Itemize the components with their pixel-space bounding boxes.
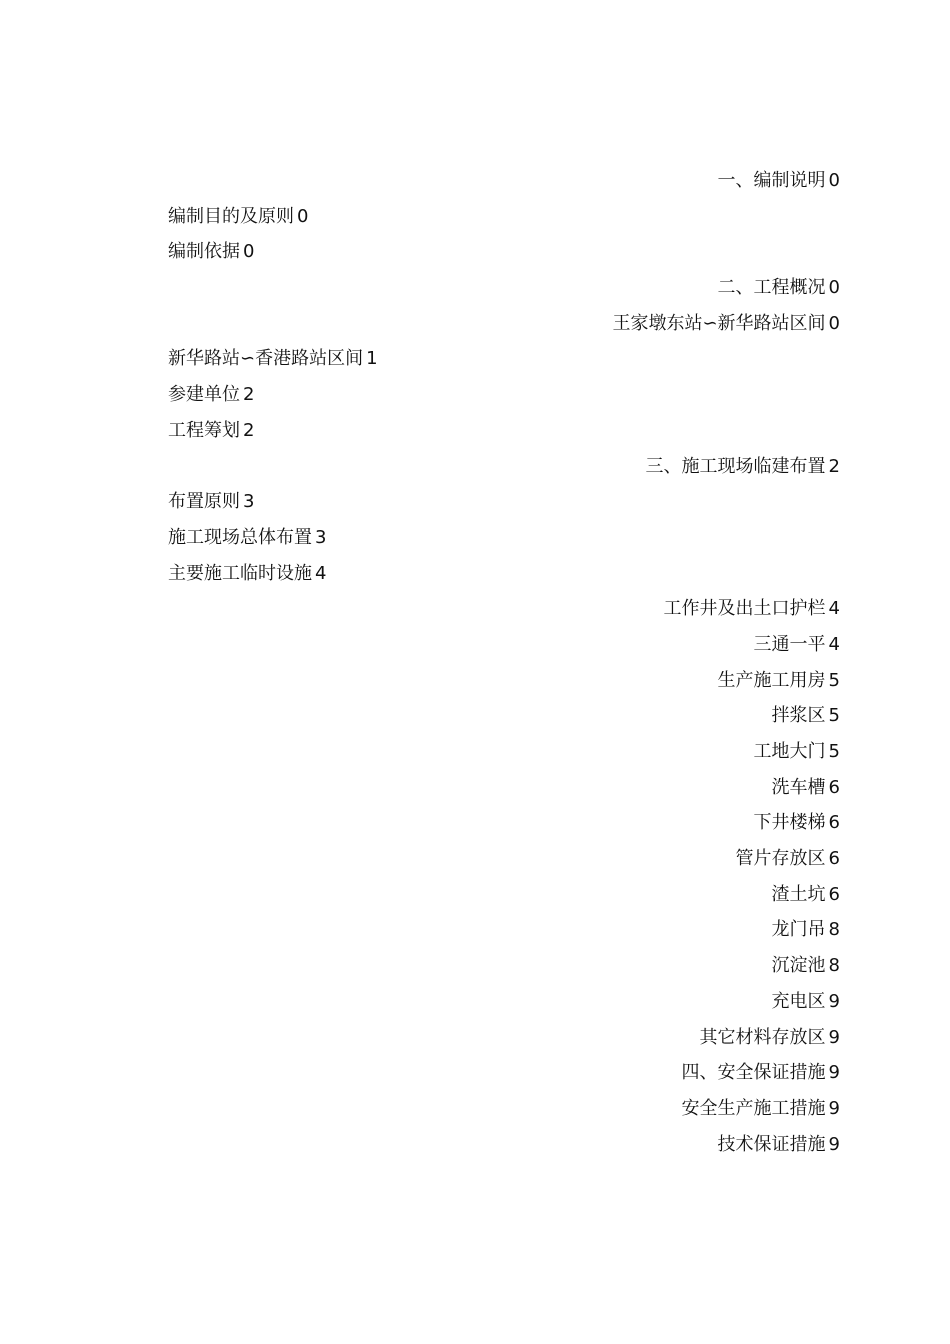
table-of-contents (168, 163, 840, 1162)
toc-entry-title: 三通一平 (753, 633, 826, 655)
toc-entry-page: 8 (828, 919, 840, 941)
toc-entry[interactable] (168, 841, 840, 877)
toc-entry-title: 三、施工现场临建布置 (645, 455, 826, 477)
toc-entry-page: 1 (366, 348, 378, 370)
toc-entry-title: 管片存放区 (735, 848, 826, 870)
toc-entry-page: 0 (828, 277, 840, 299)
toc-entry-title: 工程筹划 (168, 419, 240, 441)
toc-entry-title: 拌浆区 (771, 705, 826, 727)
toc-entry-page: 9 (828, 1133, 840, 1155)
toc-entry-title: 工地大门 (753, 741, 826, 762)
toc-entry[interactable] (168, 449, 840, 485)
toc-entry-title: 下井楼梯 (753, 812, 826, 834)
toc-entry-page: 8 (828, 955, 840, 977)
toc-entry[interactable] (168, 627, 840, 663)
toc-entry[interactable] (168, 877, 840, 913)
toc-entry-page: 9 (828, 1026, 840, 1048)
toc-entry-title: 施工现场总体布置 (168, 526, 312, 548)
toc-entry[interactable] (168, 234, 840, 270)
toc-entry-page: 0 (297, 205, 309, 227)
toc-entry[interactable] (168, 698, 840, 734)
toc-entry-page: 3 (315, 526, 327, 548)
toc-entry-page: 2 (243, 419, 255, 441)
toc-entry-page: 5 (828, 669, 840, 691)
toc-entry[interactable] (168, 948, 840, 984)
toc-entry-title: 主要施工临时设施 (168, 562, 312, 584)
toc-entry-page: 5 (828, 741, 840, 762)
toc-entry[interactable] (168, 984, 840, 1020)
toc-entry[interactable] (168, 484, 840, 520)
toc-entry[interactable] (168, 377, 840, 413)
toc-entry-page: 9 (828, 1097, 840, 1119)
toc-entry-title: 渣土坑 (771, 883, 826, 905)
toc-entry-page: 6 (828, 812, 840, 834)
toc-entry-title: 充电区 (771, 990, 826, 1012)
toc-entry[interactable] (168, 663, 840, 699)
toc-entry-title: 新华路站∽香港路站区间 (168, 348, 364, 370)
toc-entry-title: 王家墩东站∽新华路站区间 (612, 312, 826, 334)
toc-entry-page: 5 (828, 705, 840, 727)
toc-entry[interactable] (168, 1020, 840, 1056)
toc-entry[interactable] (168, 199, 840, 235)
toc-entry[interactable] (168, 520, 840, 556)
toc-entry[interactable] (168, 591, 840, 627)
toc-entry-title: 一、编制说明 (717, 170, 826, 191)
toc-entry[interactable] (168, 1091, 840, 1127)
toc-entry-page: 4 (315, 562, 327, 584)
toc-entry[interactable] (168, 770, 840, 806)
toc-entry-title: 四、安全保证措施 (681, 1062, 826, 1084)
toc-entry-title: 二、工程概况 (717, 277, 826, 299)
toc-entry-page: 6 (828, 883, 840, 905)
toc-entry-page: 0 (828, 312, 840, 334)
toc-entry-title: 技术保证措施 (717, 1133, 826, 1155)
toc-entry[interactable] (168, 413, 840, 449)
toc-entry-title: 布置原则 (168, 491, 240, 513)
toc-entry[interactable] (168, 912, 840, 948)
toc-entry-title: 沉淀池 (771, 955, 826, 977)
toc-entry[interactable] (168, 341, 840, 377)
toc-entry-title: 工作井及出土口护栏 (663, 598, 826, 620)
toc-entry-title: 龙门吊 (771, 919, 826, 941)
toc-entry[interactable] (168, 556, 840, 592)
toc-entry-page: 0 (828, 170, 840, 191)
toc-entry-page: 6 (828, 848, 840, 870)
toc-entry[interactable] (168, 1127, 840, 1163)
toc-entry-page: 0 (243, 241, 255, 263)
toc-entry-page: 9 (828, 990, 840, 1012)
toc-entry-page: 4 (828, 598, 840, 620)
toc-entry[interactable] (168, 306, 840, 342)
toc-entry-title: 编制目的及原则 (168, 205, 294, 227)
toc-entry-title: 安全生产施工措施 (681, 1097, 826, 1119)
toc-entry-title: 其它材料存放区 (699, 1026, 826, 1048)
toc-entry[interactable] (168, 734, 840, 770)
toc-entry[interactable] (168, 805, 840, 841)
toc-entry-page: 3 (243, 491, 255, 513)
toc-entry-page: 6 (828, 776, 840, 798)
toc-entry-title: 洗车槽 (771, 776, 826, 798)
toc-entry-page: 2 (243, 384, 255, 406)
toc-entry-title: 生产施工用房 (717, 669, 826, 691)
toc-entry[interactable] (168, 270, 840, 306)
toc-entry-page: 2 (828, 455, 840, 477)
toc-entry-page: 4 (828, 633, 840, 655)
toc-entry[interactable] (168, 163, 840, 199)
toc-entry-title: 编制依据 (168, 241, 240, 263)
toc-entry-page: 9 (828, 1062, 840, 1084)
toc-entry-title: 参建单位 (168, 384, 240, 406)
toc-entry[interactable] (168, 1055, 840, 1091)
